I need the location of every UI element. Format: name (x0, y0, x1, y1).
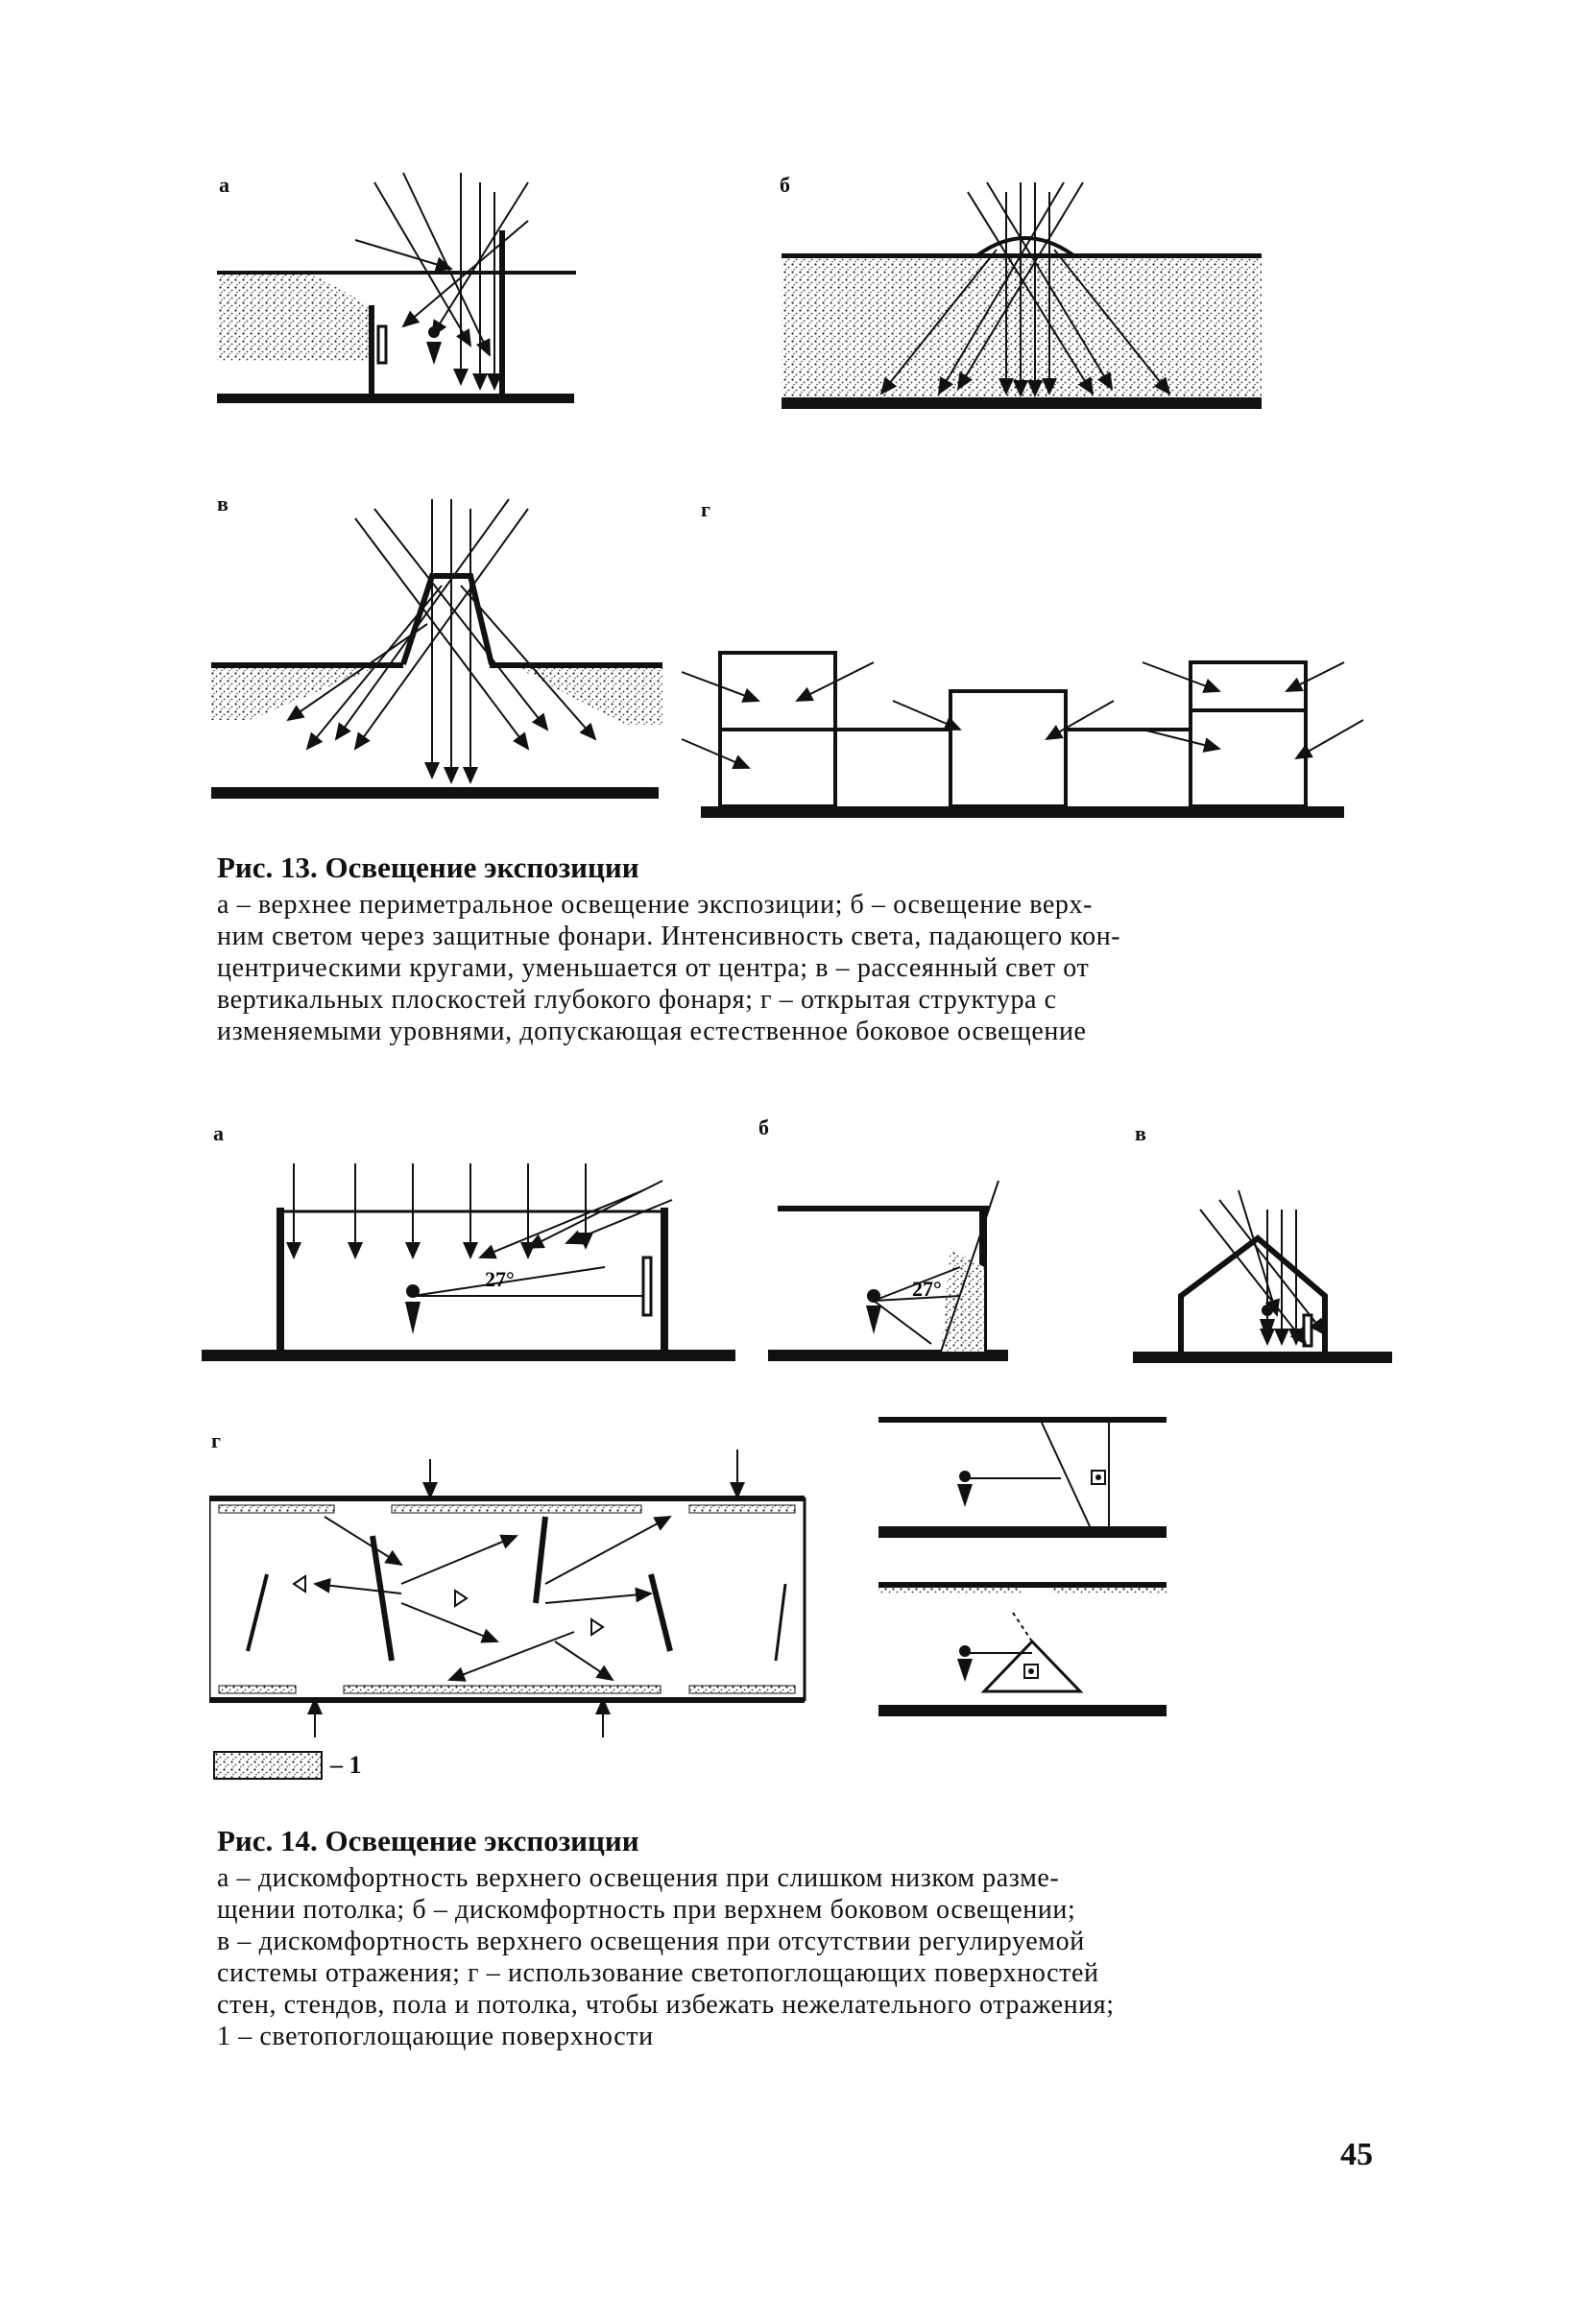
fig14-caption-line: 1 – светопоглощающие поверхности (217, 2022, 654, 2051)
fig13-caption-line: ним светом через защитные фонари. Интенсивность света, падающего кон- (217, 922, 1121, 951)
fig14-caption (217, 1824, 1359, 2052)
fig14-caption-line: стен, стендов, пола и потолка, чтобы избежать нежелательного отражения; (217, 1990, 1115, 2020)
fig14c-diagram (1133, 1152, 1402, 1382)
fig14-caption-line: системы отражения; г – использование светопоглощающих поверхностей (217, 1958, 1099, 1988)
fig14-caption-title: Рис. 14. Освещение экспозиции (217, 1824, 639, 1857)
fig14-label-b: б (758, 1115, 769, 1139)
fig13-caption (217, 851, 1359, 1047)
fig13a-diagram (211, 163, 576, 413)
fig13-label-b: б (780, 173, 790, 197)
fig13-caption-line: центрическими кругами, уменьшается от центра; в – рассеянный свет от (217, 953, 1090, 983)
fig14b-diagram (768, 1152, 1037, 1382)
legend-label: – 1 (330, 1751, 362, 1779)
fig14-label-v: в (1135, 1121, 1146, 1145)
fig13-caption-line: изменяемыми уровнями, допускающая естественное боковое освещение (217, 1017, 1087, 1046)
legend-swatch-icon (213, 1751, 323, 1780)
fig14-label-g: г (211, 1428, 221, 1452)
page-number: 45 (1340, 2137, 1373, 2172)
fig14d-right-diagram (869, 1411, 1186, 1728)
fig14a-angle-label: 27° (485, 1267, 515, 1291)
fig14d-diagram (209, 1440, 824, 1747)
fig13-label-v: в (217, 491, 229, 515)
fig14-caption-line: а – дискомфортность верхнего освещения при слишком низком разме- (217, 1863, 1060, 1893)
fig14b-angle-label: 27° (912, 1277, 942, 1301)
fig13-caption-title: Рис. 13. Освещение экспозиции (217, 851, 639, 884)
fig13b-diagram (776, 163, 1275, 422)
fig13-caption-line: а – верхнее периметральное освещение экспозиции; б – освещение верх- (217, 890, 1093, 920)
fig13-label-a: а (219, 173, 229, 197)
fig14-caption-line: щении потолка; б – дискомфортность при верхнем боковом освещении; (217, 1895, 1076, 1925)
fig14-label-a: а (213, 1121, 224, 1145)
fig13c-diagram (211, 480, 662, 816)
legend (213, 1751, 362, 1780)
fig13-label-g: г (701, 497, 710, 521)
fig13-caption-line: вертикальных плоскостей глубокого фонаря; г – открытая структура с (217, 985, 1057, 1015)
fig14-caption-line: в – дискомфортность верхнего освещения при отсутствии регулируемой (217, 1927, 1085, 1956)
fig13d-diagram (672, 643, 1363, 826)
fig14a-diagram (202, 1152, 739, 1382)
